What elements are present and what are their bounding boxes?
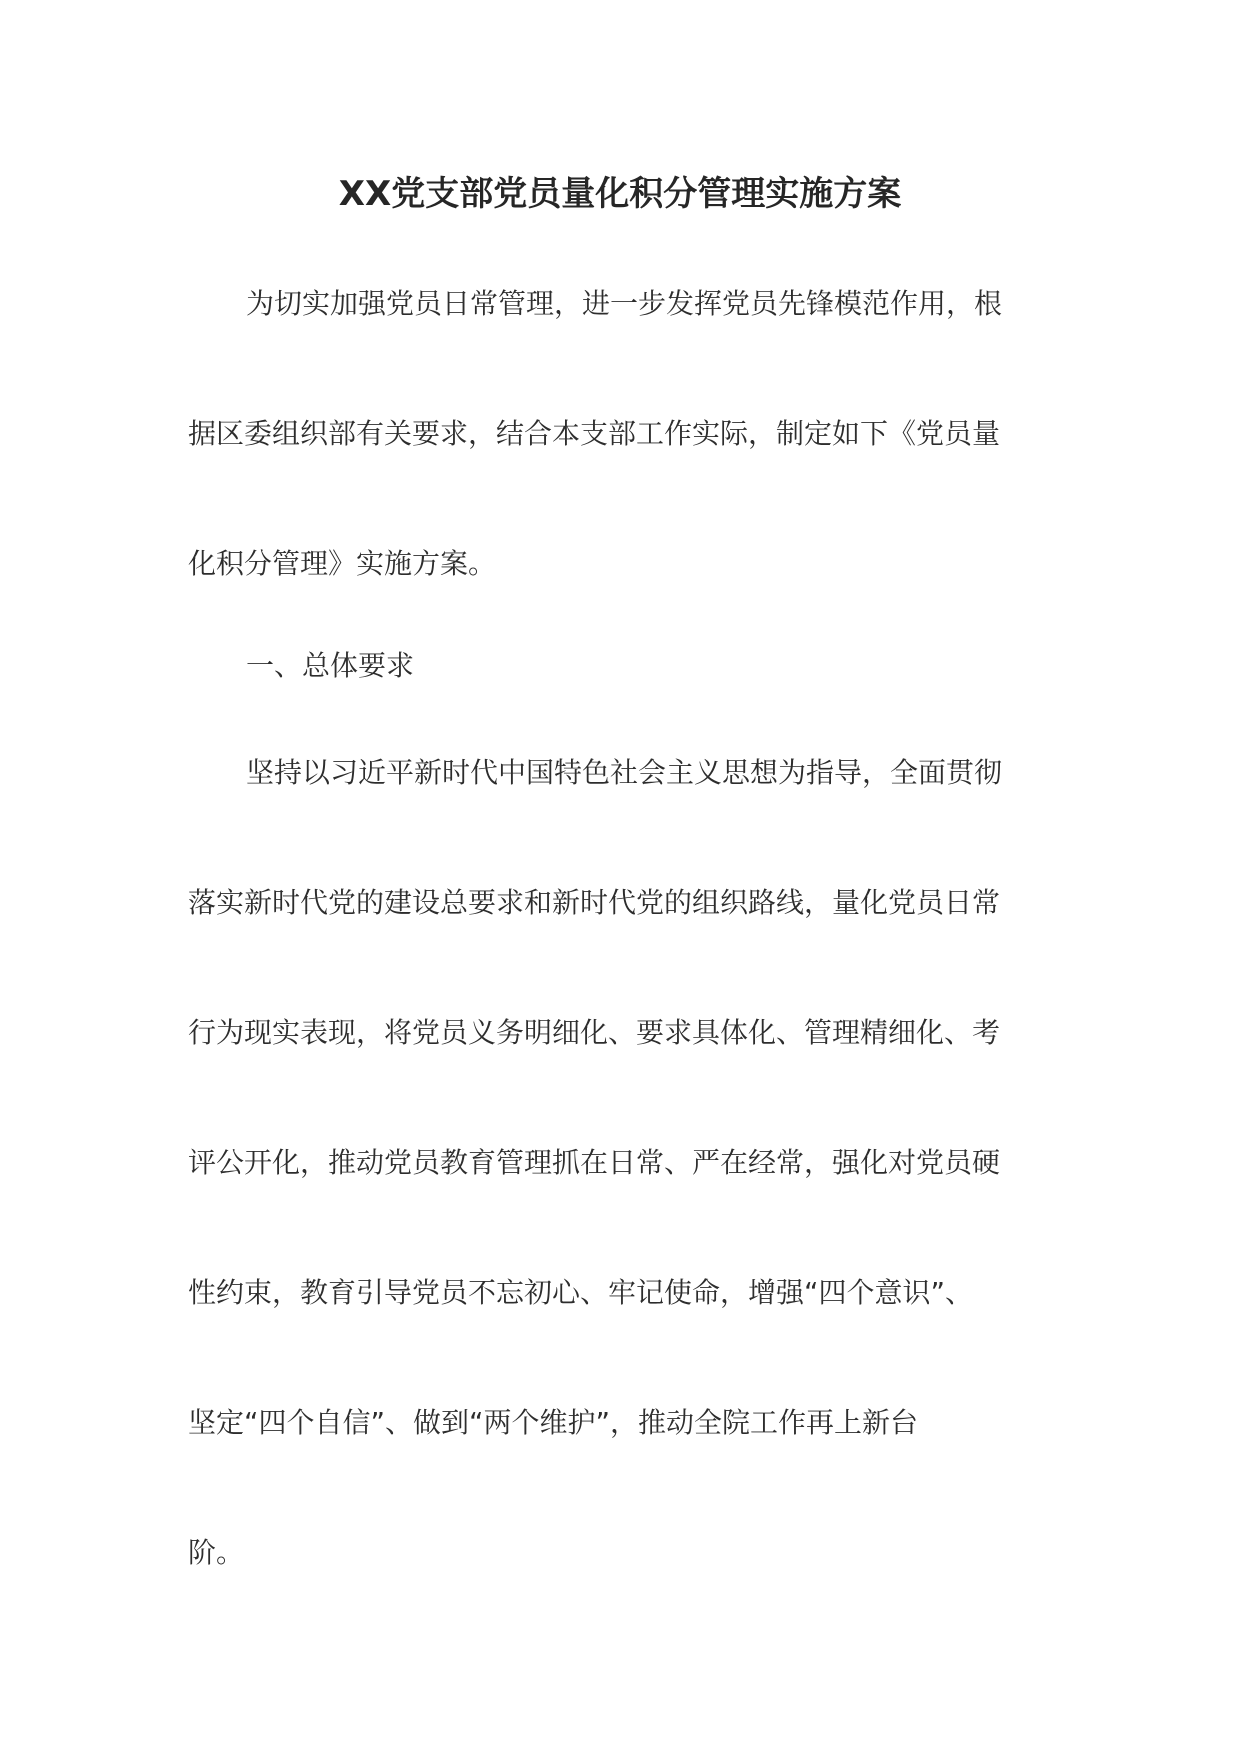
section-line-1: 坚持以习近平新时代中国特色社会主义思想为指导，全面贯彻	[246, 756, 1003, 789]
section-line-4: 评公开化，推动党员教育管理抓在日常、严在经常，强化对党员硬	[188, 1146, 1001, 1179]
intro-line-3: 化积分管理》实施方案。	[188, 547, 497, 580]
section-line-6: 坚定“四个自信”、做到“两个维护”，推动全院工作再上新台	[188, 1406, 919, 1439]
section-line-3: 行为现实表现，将党员义务明细化、要求具体化、管理精细化、考	[188, 1016, 1001, 1049]
section-line-2: 落实新时代党的建设总要求和新时代党的组织路线，量化党员日常	[188, 886, 1001, 919]
section-line-7: 阶。	[188, 1536, 245, 1569]
document-title: XX党支部党员量化积分管理实施方案	[338, 174, 902, 214]
intro-line-2: 据区委组织部有关要求，结合本支部工作实际，制定如下《党员量	[188, 417, 1001, 450]
intro-line-1: 为切实加强党员日常管理，进一步发挥党员先锋模范作用，根	[246, 287, 1003, 320]
section-heading: 一、总体要求	[246, 649, 415, 682]
section-line-5: 性约束，教育引导党员不忘初心、牢记使命，增强“四个意识”、	[188, 1276, 974, 1309]
